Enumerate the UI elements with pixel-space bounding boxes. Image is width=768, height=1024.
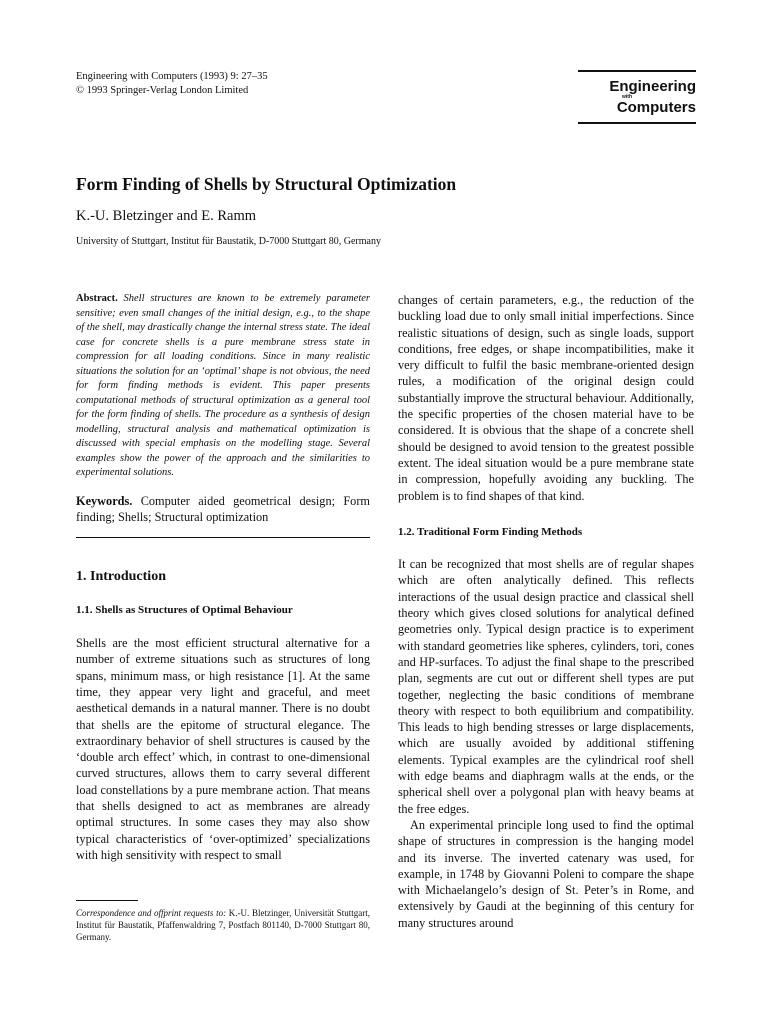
journal-citation	[76, 70, 268, 98]
left-column	[76, 292, 370, 863]
logo-bottom-rule	[578, 122, 696, 124]
footnote	[76, 900, 370, 943]
abstract	[76, 292, 370, 481]
footnote-rule	[76, 900, 138, 901]
abstract-label: Abstract.	[76, 293, 118, 304]
section-heading-introduction: 1. Introduction	[76, 568, 166, 584]
logo-word-with: with	[622, 94, 632, 100]
paper-authors: K.-U. Bletzinger and E. Ramm	[76, 208, 256, 224]
paper-title: Form Finding of Shells by Structural Optimization	[76, 174, 457, 194]
paragraph-1-continued: changes of certain parameters, e.g., the reduction of the buckling load due to only small initial imperfections. Since realistic situations of design, such as single loads, support conditions, free edges, or shape incompatibilities, make it very difficult to fulfil the basic membrane-oriented design rules, a modification of the original design could substantially improve the structural behaviour. Additionally, the specific properties of the chosen material have to be considered. It is obvious that the shape of a concrete shell should be designed to avoid tension to the greatest possible extent. The ideal situation would be a pure membrane state in compression, hopefully avoiding any buckling. The problem is to find shapes of that kind.	[398, 293, 694, 503]
subsection-heading-1-1: 1.1. Shells as Structures of Optimal Behaviour	[76, 603, 293, 616]
abstract-divider	[76, 537, 370, 538]
footnote-text: K.-U. Bletzinger, Universität Stuttgart, Institut für Baustatik, Pfaffenwaldring 7, Postfach 801140, D-7000 Stuttgart 80, Germany.	[76, 908, 370, 942]
journal-logo	[578, 70, 696, 124]
logo-word-engineering: Engineering	[609, 78, 696, 95]
journal-line: Engineering with Computers (1993) 9: 27–35	[76, 71, 268, 82]
paper-affiliation: University of Stuttgart, Institut für Baustatik, D-7000 Stuttgart 80, Germany	[76, 236, 381, 247]
paragraph-1: Shells are the most efficient structural alternative for a number of extreme situations such as structures of long spans, minimum mass, or high resistance [1]. At the same time, they appear very light and graceful, and meet aesthetical demands in a natural manner. There is no doubt that shells are the epitome of structural elegance. The extraordinary behavior of shell structures is caused by the ‘double arch effect’ which, in contrast to one-dimensional curved structures, allows them to carry several different load constellations by a pure membrane action. That means that shells designed to act as membranes are already optimal structures. In some cases they may also show typical characteristics of ‘over-optimized’ specializations with high sensitivity with respect to small	[76, 636, 370, 862]
logo-word-computers: Computers	[616, 99, 696, 116]
right-column	[398, 292, 694, 931]
keywords	[76, 493, 370, 525]
paragraph-2: It can be recognized that most shells are of regular shapes which are often analytically defined. This reflects interactions of the usual design practice and classical shell theory which gives closed solutions for analytical defined geometries only. Typical design practice is to experiment with standard geometries like spheres, cylinders, tori, cones and HP-surfaces. To adjust the final shape to the prescribed plan, segments are cut out or different shell types are put together, neglecting the basic conditions of membrane theory with respect to both equilibrium and compatibility. This leads to high bending stresses or large displacements, which are usually avoided by additional stiffening elements. Typical examples are the cylindrical roof shell with edge beams and diaphragm walls at the ends, or the spherical shell over a polygonal plan with heavy beams at the free edges.	[398, 557, 694, 816]
keywords-text: Computer aided geometrical design; Form finding; Shells; Structural optimization	[76, 493, 370, 524]
paragraph-3: An experimental principle long used to find the optimal shape of structures in compression is the hanging model and its inverse. The inverted catenary was used, for example, in 1748 by Giovanni Poleni to compare the shape with Michaelangelo’s design of St. Peter’s in Rome, and extensively by Gaudi at the beginning of this century for many structures around	[398, 817, 694, 930]
footnote-label: Correspondence and offprint requests to:	[76, 908, 227, 918]
subsection-heading-1-2: 1.2. Traditional Form Finding Methods	[398, 525, 583, 538]
copyright-line: © 1993 Springer-Verlag London Limited	[76, 85, 249, 96]
abstract-text: Shell structures are known to be extremely parameter sensitive; even small changes of the initial design, e.g., to the shape of the shell, may drastically change the internal stress state. The ideal case for concrete shells is a pure membrane stress state in compression for all loading conditions. Since in many realistic situations the solution for an ‘optimal’ shape is not obvious, the need for form finding methods is evident. This paper presents computational methods of structural optimization as a general tool for the form finding of shells. The procedure as a synthesis of design modelling, structural analysis and mathematical optimization is discussed with special emphasis on the modelling stage. Several examples show the power of the approach and the similarities to experimental solutions.	[76, 293, 370, 478]
keywords-label: Keywords.	[76, 493, 133, 508]
